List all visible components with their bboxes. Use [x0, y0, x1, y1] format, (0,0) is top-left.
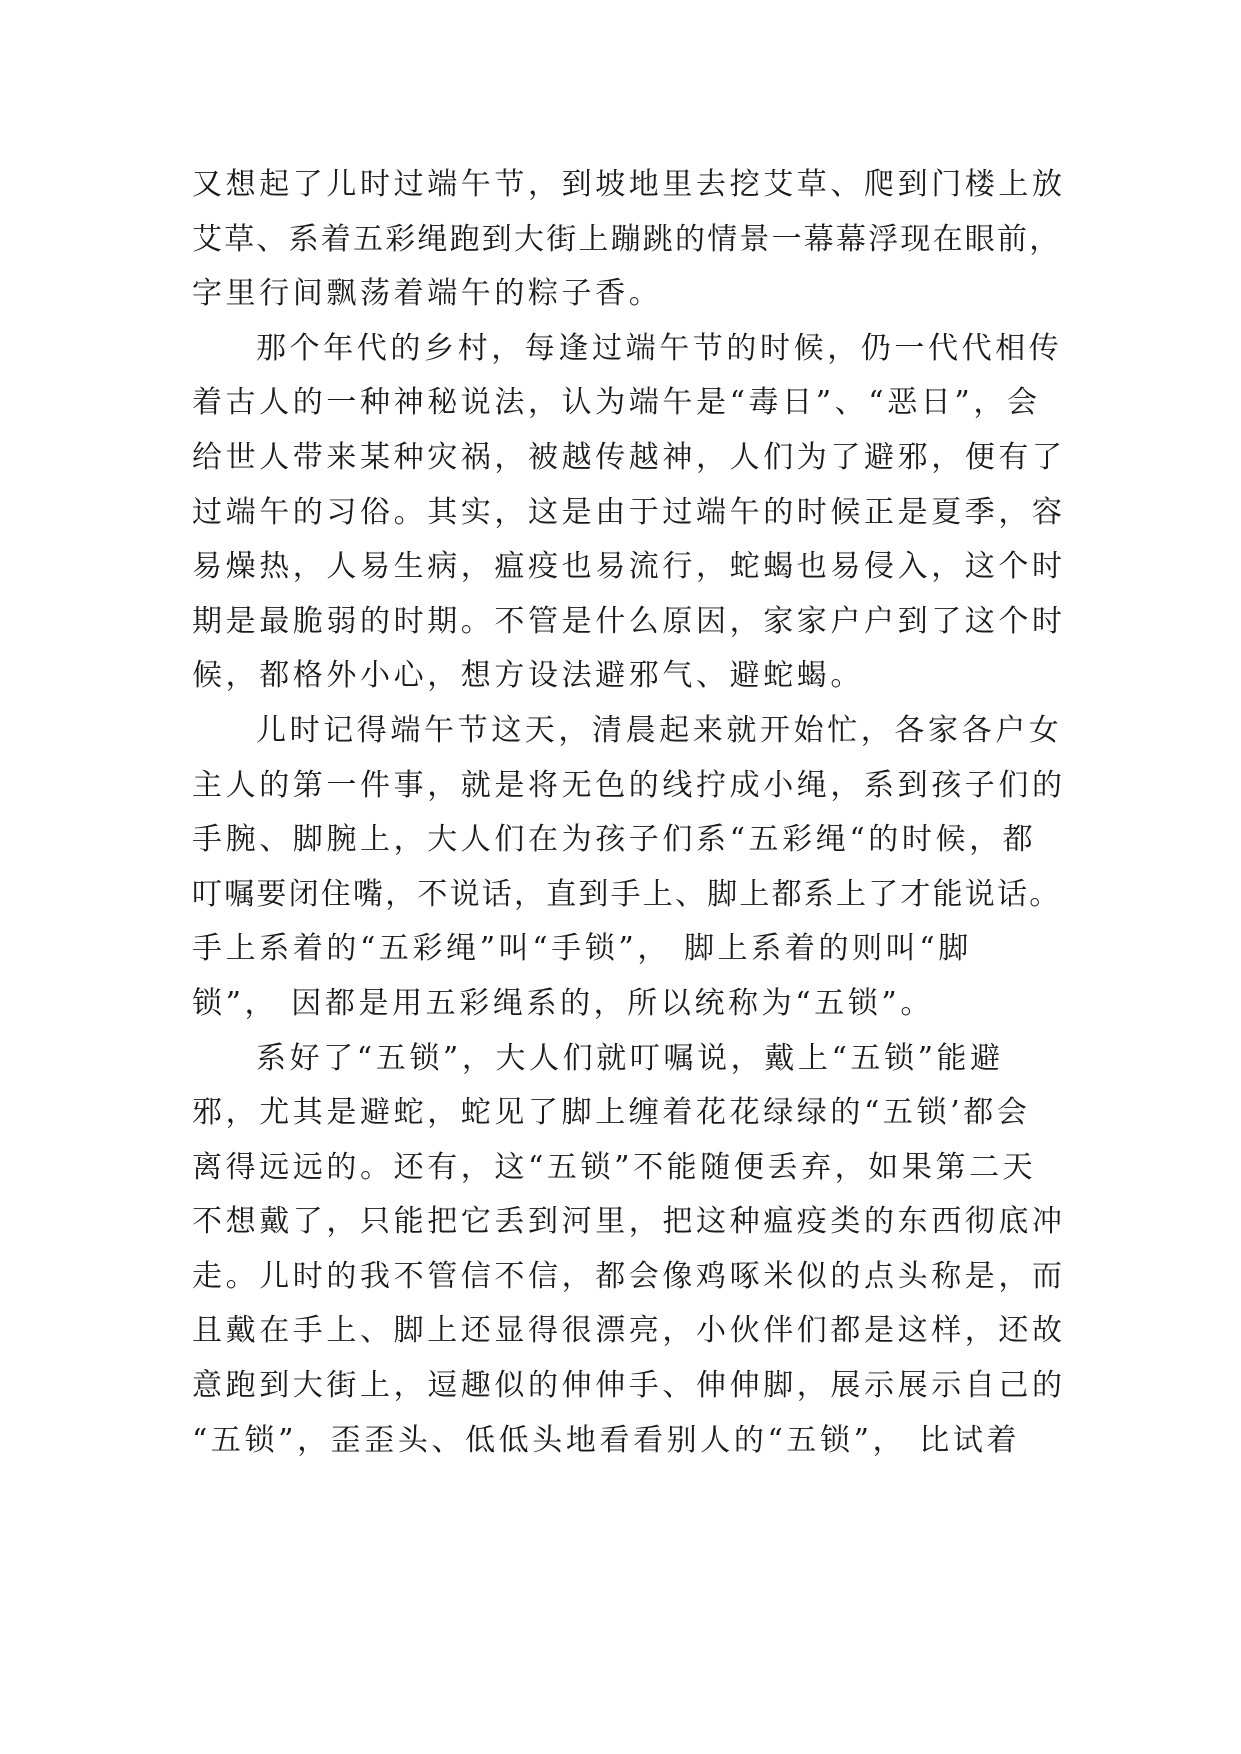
text-line: 意跑到大街上，逗趣似的伸伸手、伸伸脚，展示展示自己的	[192, 1368, 1066, 1404]
text-line: “五锁”，歪歪头、低低头地看看别人的“五锁”， 比试着	[192, 1422, 1021, 1458]
text-line: 手腕、脚腕上，大人们在为孩子们系“五彩绳“的时候，都	[192, 822, 1037, 858]
text-line: 邪，尤其是避蛇，蛇见了脚上缠着花花绿绿的“五锁’都会	[192, 1095, 1031, 1131]
text-line: 易燥热，人易生病，瘟疫也易流行，蛇蝎也易侵入，这个时	[192, 549, 1066, 585]
text-line: 锁”， 因都是用五彩绳系的，所以统称为“五锁”。	[192, 985, 934, 1021]
text-line: 字里行间飘荡着端午的粽子香。	[192, 276, 663, 312]
text-line: 叮嘱要闭住嘴，不说话，直到手上、脚上都系上了才能说话。	[192, 876, 1062, 912]
text-line: 且戴在手上、脚上还显得很漂亮，小伙伴们都是这样，还故	[192, 1313, 1066, 1349]
text-line: 又想起了儿时过端午节，到坡地里去挖艾草、爬到门楼上放	[192, 167, 1066, 202]
text-line: 手上系着的“五彩绳”叫“手锁”， 脚上系着的则叫“脚	[192, 931, 972, 967]
text-line: 艾草、系着五彩绳跑到大街上蹦跳的情景一幕幕浮现在眼前，	[192, 221, 1062, 257]
text-line: 期是最脆弱的时期。不管是什么原因，家家户户到了这个时	[192, 603, 1066, 639]
text-line: 候，都格外小心，想方设法避邪气、避蛇蝎。	[192, 658, 864, 694]
body-text	[192, 158, 1092, 1468]
text-line: 不想戴了，只能把它丢到河里，把这种瘟疫类的东西彻底冲	[192, 1204, 1066, 1240]
text-line: 离得远远的。还有，这“五锁”不能随便丢弃，如果第二天	[192, 1149, 1037, 1185]
text-line: 走。儿时的我不管信不信，都会像鸡啄米似的点头称是，而	[192, 1258, 1066, 1294]
text-line: 儿时记得端午节这天，清晨起来就开始忙，各家各户女	[256, 712, 1063, 748]
text-line: 着古人的一种神秘说法，认为端午是“毒日”、“恶日”，会	[192, 385, 1041, 421]
text-line: 过端午的习俗。其实，这是由于过端午的时候正是夏季，容	[192, 494, 1066, 530]
text-line: 系好了“五锁”，大人们就叮嘱说，戴上“五锁”能避	[256, 1040, 1004, 1076]
text-line: 给世人带来某种灾祸，被越传越神，人们为了避邪，便有了	[192, 439, 1066, 475]
text-line: 那个年代的乡村，每逢过端午节的时候，仍一代代相传	[256, 330, 1063, 366]
text-line: 主人的第一件事，就是将无色的线拧成小绳，系到孩子们的	[192, 767, 1066, 803]
